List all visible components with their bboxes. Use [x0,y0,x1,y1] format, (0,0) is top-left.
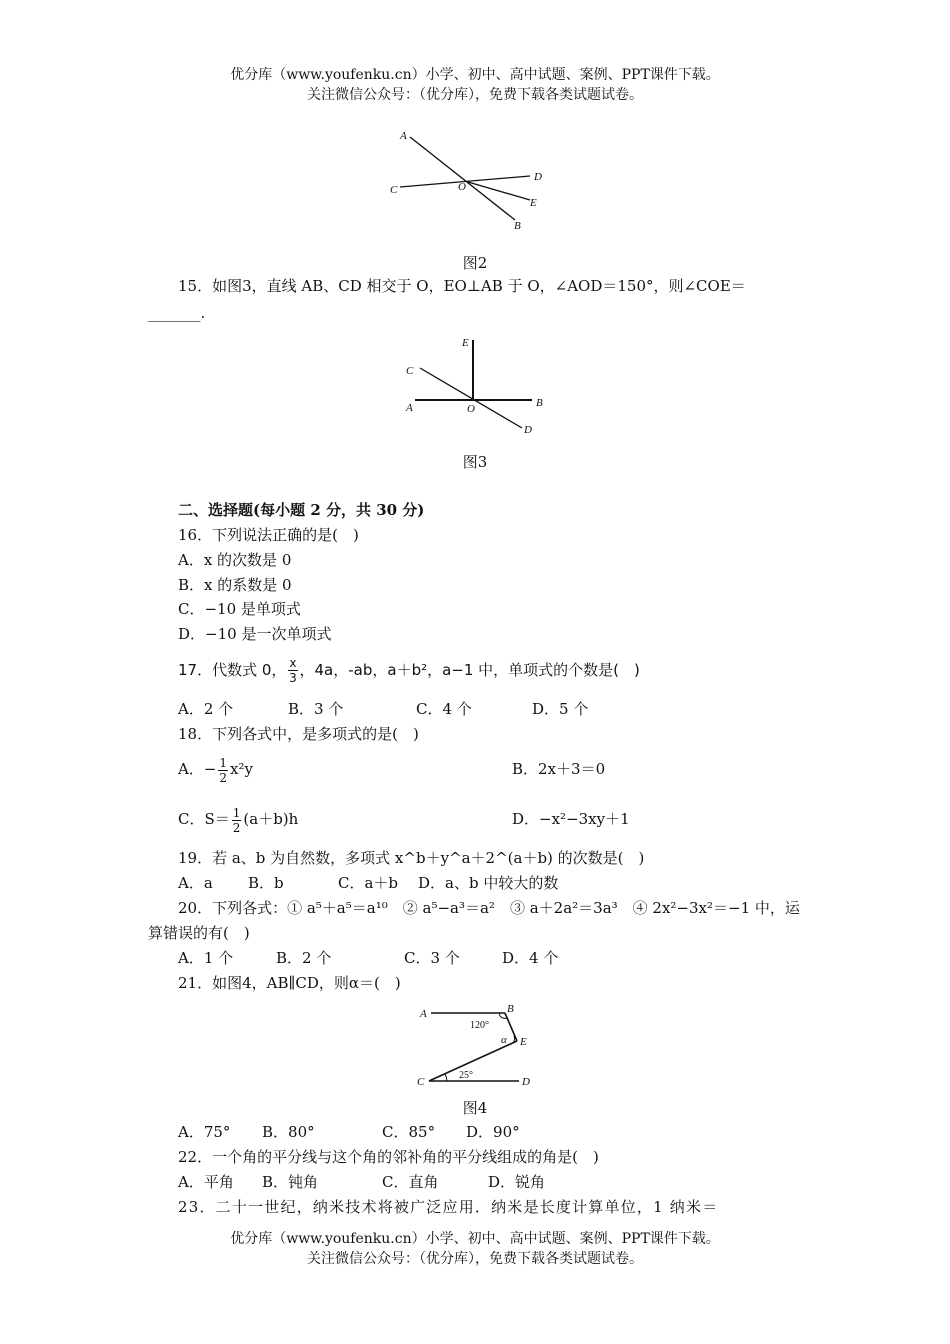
label-d: D [534,171,542,183]
question-17 [178,650,640,690]
q21-option-d: D．90° [466,1123,520,1141]
q18-a-frac-num: 1 [219,755,228,770]
q20-option-c: C．3 个 [404,949,460,967]
figure-2-caption: 图2 [462,254,488,272]
label-b: B [536,397,543,409]
footer-line-1: 优分库（www.youfenku.cn）小学、初中、高中试题、案例、PPT课件下载。 [230,1231,720,1247]
q18-c-frac-den: 2 [232,820,241,835]
q18-option-a [178,750,253,788]
q16-option-a: A．x 的次数是 0 [178,551,292,569]
q20-option-b: B．2 个 [276,949,332,967]
q16-option-d: D．−10 是一次单项式 [178,625,332,643]
label-o: O [467,403,475,415]
label-a: A [420,1008,427,1020]
header-line-2: 关注微信公众号：（优分库），免费下载各类试题试卷。 [307,87,643,103]
q18-option-d: D．−x²−3xy＋1 [512,810,630,828]
q19-option-b: B．b [248,874,284,892]
q18-c-frac-num: 1 [232,805,241,820]
label-c: C [390,184,398,196]
label-d: D [522,1076,530,1088]
q21-option-c: C．85° [382,1123,436,1141]
segment-be [505,1013,517,1041]
q19-option-d: D．a、b 中较大的数 [418,874,559,892]
q18-a-suffix: x²y [230,760,253,778]
question-22: 22．一个角的平分线与这个角的邻补角的平分线组成的角是( ) [178,1148,599,1166]
q18-a-prefix: A．− [178,760,217,778]
q22-option-a: A．平角 [178,1173,234,1191]
q17-fraction [288,656,297,685]
q19-option-a: A．a [178,874,213,892]
q18-c-prefix: C．S＝ [178,810,230,828]
label-o: O [458,181,466,193]
q17-option-d: D．5 个 [532,700,589,718]
figure-3-caption: 图3 [462,453,488,471]
question-21: 21．如图4，AB∥CD，则α＝( ) [178,974,401,992]
figure-3 [400,330,550,440]
question-23: 23．二十一世纪，纳米技术将被广泛应用．纳米是长度计算单位，1 纳米＝ [178,1198,719,1216]
q17-frac-num: x [289,656,297,670]
label-angle-25: 25° [459,1070,473,1081]
q17-option-a: A．2 个 [178,700,234,718]
q16-option-b: B．x 的系数是 0 [178,576,292,594]
header-line-1: 优分库（www.youfenku.cn）小学、初中、高中试题、案例、PPT课件下载。 [230,67,720,83]
label-b: B [507,1003,514,1015]
q21-option-a: A．75° [178,1123,231,1141]
q22-option-c: C．直角 [382,1173,439,1191]
segment-ec [429,1041,517,1081]
q16-option-c: C．−10 是单项式 [178,600,301,618]
q17-suffix: ，4a，-ab，a＋b²，a−1 中，单项式的个数是( ) [299,661,640,679]
label-a: A [406,402,413,414]
q22-option-b: B．钝角 [262,1173,319,1191]
q17-frac-den: 3 [289,671,297,685]
label-c: C [406,365,414,377]
label-e: E [520,1036,527,1048]
question-15: 15．如图3，直线 AB、CD 相交于 O，EO⊥AB 于 O，∠AOD＝150°，则∠COE＝ [178,277,746,295]
q18-a-frac-den: 2 [219,770,228,785]
line-cd [420,368,522,428]
q18-c-suffix: (a＋b)h [243,810,299,828]
q18-option-b: B．2x＋3＝0 [512,760,606,778]
q22-option-d: D．锐角 [488,1173,546,1191]
label-c: C [417,1076,425,1088]
section-2-title: 二、选择题(每小题 2 分，共 30 分) [178,501,425,519]
q20-option-a: A．1 个 [178,949,234,967]
label-d: D [524,424,532,436]
question-20: 20．下列各式：① a⁵＋a⁵＝a¹⁰ ② a⁵−a³＝a² ③ a＋2a²＝3a³ ④ 2x²−3x²＝−1 中，运 [178,899,800,917]
footer-line-2: 关注微信公众号：（优分库），免费下载各类试题试卷。 [307,1251,643,1267]
q19-option-c: C．a＋b [338,874,399,892]
angle-arc-c [445,1074,447,1081]
label-angle-120: 120° [470,1020,489,1031]
q17-prefix: 17．代数式 0， [178,661,287,679]
label-alpha: α [501,1034,507,1046]
label-a: A [400,130,407,142]
q21-option-b: B．80° [262,1123,315,1141]
q20-option-d: D．4 个 [502,949,559,967]
figure-2 [380,125,560,235]
q18-option-c [178,800,298,838]
q17-option-b: B．3 个 [288,700,344,718]
q18-a-fraction [218,756,228,785]
label-e: E [462,337,469,349]
question-16: 16．下列说法正确的是( ) [178,526,359,544]
question-18: 18．下列各式中，是多项式的是( ) [178,725,419,743]
question-20-cont: 算错误的有( ) [148,924,250,942]
q17-option-c: C．4 个 [416,700,472,718]
q18-c-fraction [232,806,242,835]
question-19: 19．若 a、b 为自然数，多项式 x^b＋y^a＋2^(a＋b) 的次数是( ) [178,849,645,867]
figure-4-caption: 图4 [462,1099,488,1117]
label-e: E [530,197,537,209]
label-b: B [514,220,521,232]
figure-4 [415,1000,545,1095]
question-15-blank: _______. [148,304,206,322]
